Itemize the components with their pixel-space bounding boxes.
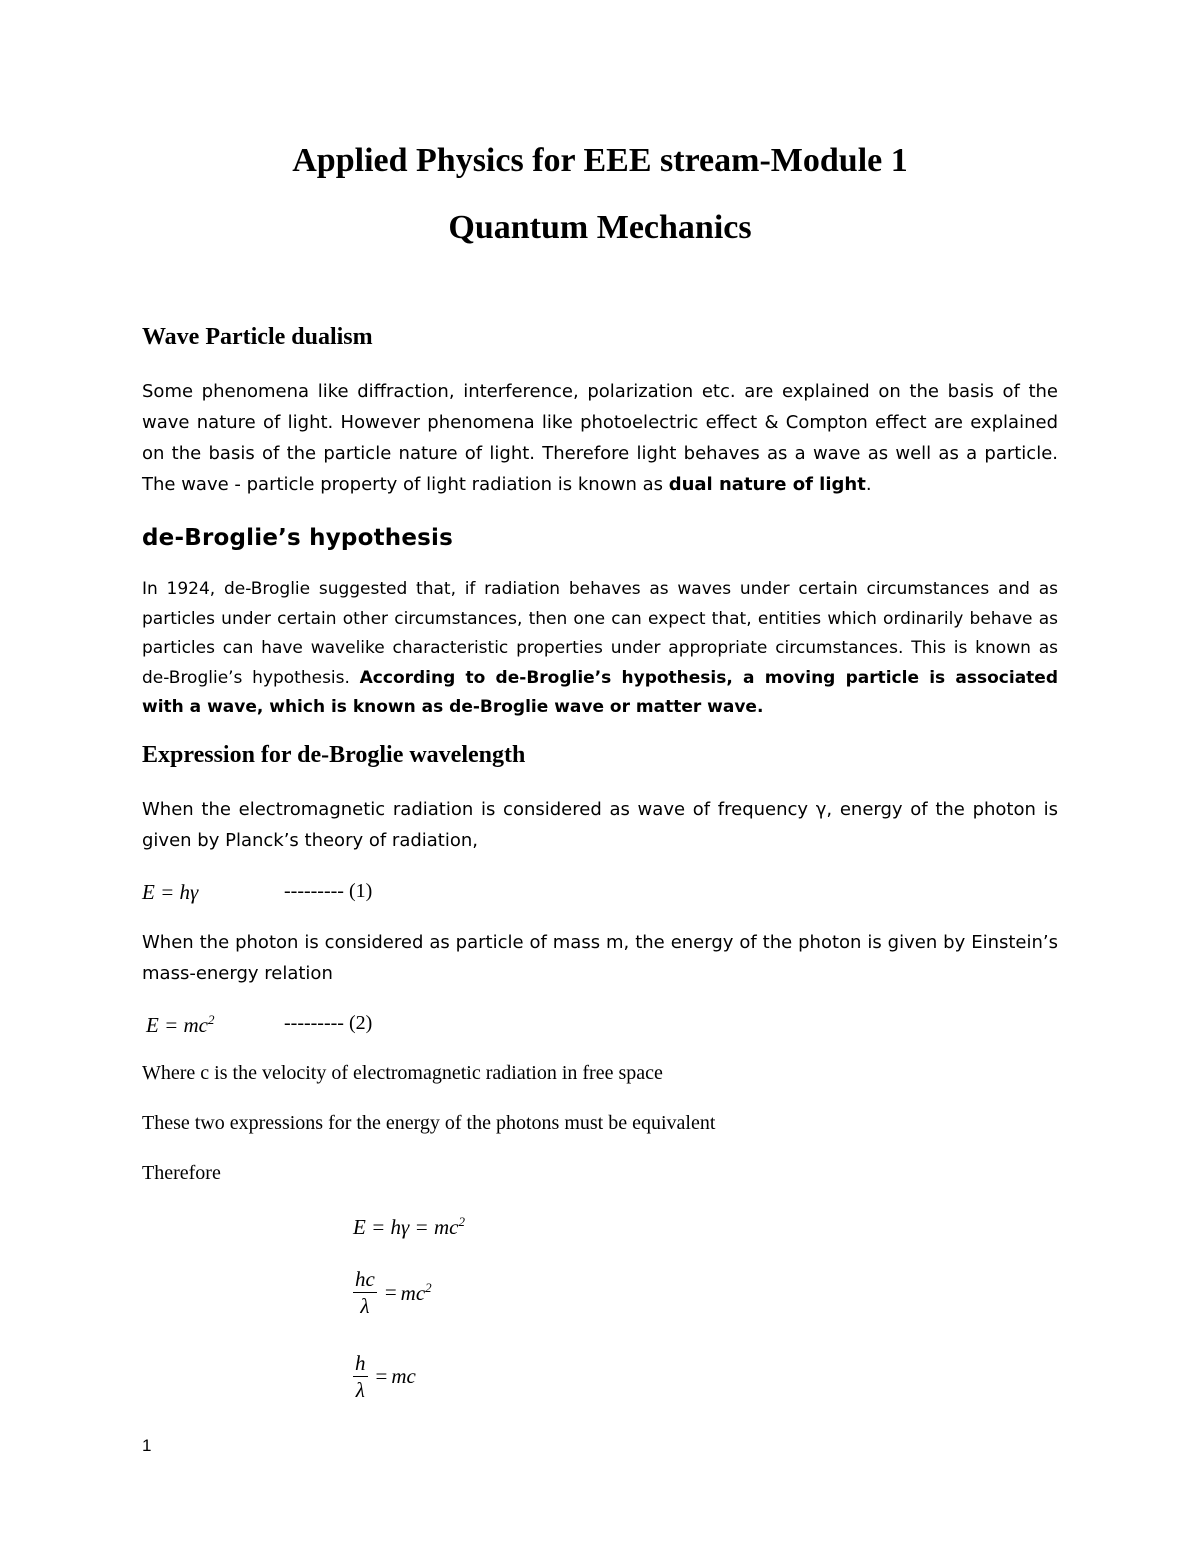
- equation-3-base: E = hγ = mc: [353, 1215, 459, 1239]
- equation-5-denominator: λ: [355, 1378, 365, 1402]
- equation-4-denominator: λ: [360, 1294, 370, 1318]
- paragraph-text: Some phenomena like diffraction, interference, polarization etc. are explained on the basis of the wave nature of light. However phenomena like photoelectric effect & Compton effect are explained on the basis of the particle nature of light. Therefore light behaves as a wave as well as a particle. The wave - particle property of light radiation is known as: [142, 381, 1058, 495]
- paragraph-planck-energy: When the electromagnetic radiation is considered as wave of frequency γ, energy of the photon is given by Planck’s theory of radiation,: [142, 799, 1058, 851]
- equals-sign: =: [384, 1280, 397, 1304]
- equation-5-rhs: mc: [391, 1364, 416, 1388]
- equation-4-rhs-base: mc: [400, 1280, 426, 1305]
- paragraph-de-broglie-hypothesis: [142, 575, 1058, 723]
- heading-wave-particle-dualism: Wave Particle dualism: [142, 324, 373, 350]
- equals-sign: =: [375, 1364, 388, 1388]
- equation-3-exponent: 2: [458, 1214, 465, 1229]
- text-equivalence: These two expressions for the energy of the photons must be equivalent: [142, 1112, 716, 1134]
- paragraph-wave-particle-dualism: [142, 376, 1058, 500]
- equation-5: [353, 1352, 416, 1401]
- bold-statement-matter-wave: According to de-Broglie’s hypothesis, a moving particle is associated with a wave, which is known as de-Broglie wave or matter wave.: [142, 667, 1058, 717]
- heading-expression-wavelength: Expression for de-Broglie wavelength: [142, 742, 526, 768]
- text-velocity-definition: Where c is the velocity of electromagnetic radiation in free space: [142, 1062, 663, 1084]
- heading-de-broglie-hypothesis: de-Broglie’s hypothesis: [142, 525, 454, 551]
- document-subtitle: Quantum Mechanics: [448, 209, 752, 246]
- equation-4-fraction: [353, 1268, 377, 1317]
- equation-5-fraction: [353, 1352, 368, 1401]
- equation-4-exponent: 2: [425, 1279, 432, 1295]
- paragraph-text: In 1924, de-Broglie suggested that, if radiation behaves as waves under certain circumstances and as particles under certain other circumstances, then one can expect that, entities which ordinarily behave as particles can have wavelike characteristic properties under appropriate circumstances. This is known as de-Broglie’s hypothesis.: [142, 579, 1058, 688]
- equation-5-numerator: h: [355, 1351, 366, 1375]
- page-number: 1: [142, 1436, 152, 1455]
- equation-4-numerator: hc: [355, 1267, 375, 1291]
- equation-4-rhs: [401, 1280, 432, 1306]
- equation-2-number: --------- (2): [284, 1012, 373, 1034]
- paragraph-einstein-energy: When the photon is considered as particle of mass m, the energy of the photon is given by Einstein’s mass-energy relation: [142, 932, 1058, 984]
- equation-1: E = hγ: [142, 880, 199, 904]
- paragraph-end: .: [865, 474, 872, 495]
- document-title: Applied Physics for EEE stream-Module 1: [292, 142, 908, 179]
- text-therefore: Therefore: [142, 1162, 221, 1184]
- equation-2-exponent: 2: [208, 1012, 215, 1027]
- equation-2-base: E = mc: [146, 1013, 208, 1037]
- equation-3: [353, 1214, 465, 1240]
- bold-term-dual-nature: dual nature of light: [668, 474, 866, 495]
- equation-1-number: --------- (1): [284, 880, 373, 902]
- equation-2: [146, 1012, 215, 1038]
- equation-4: [353, 1268, 432, 1317]
